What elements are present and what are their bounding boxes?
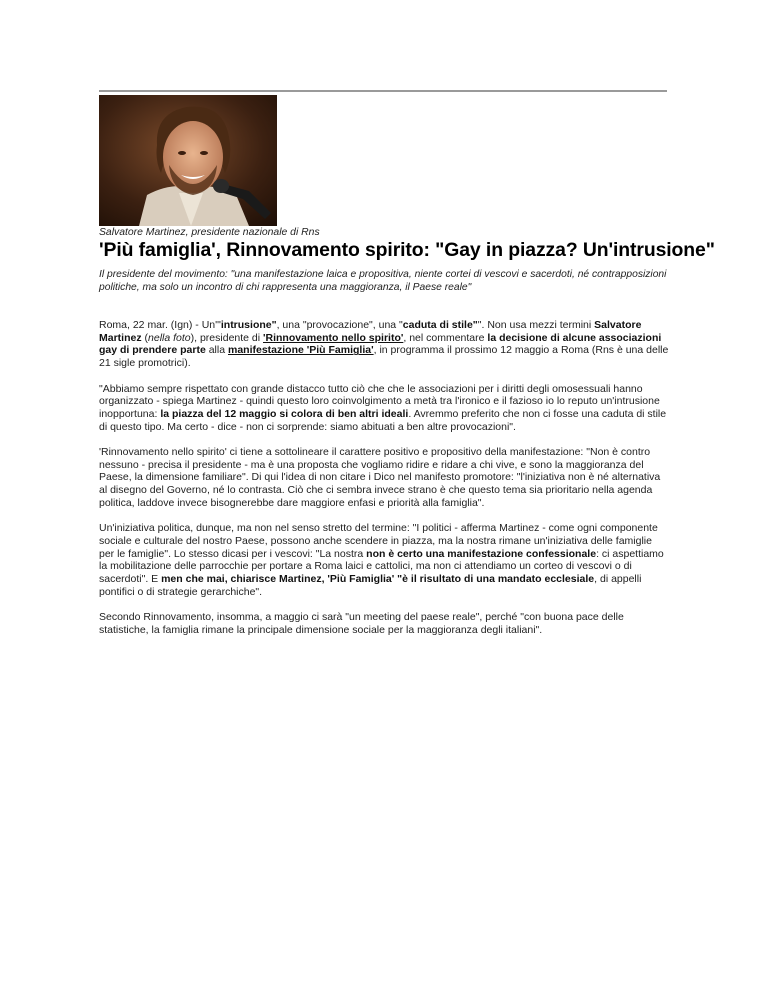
paragraph-5: Secondo Rinnovamento, insomma, a maggio ci sarà "un meeting del paese reale", perché "con buona pace delle statistiche, la famiglia rimane la principale dimensione sociale per la maggioranza degli italiani". [99,611,624,636]
text-run: : ci aspettiamo la mobilitazione delle parrocchie per portare a Roma laici e cattolici, ma non ci attendiamo un corteo di vescovi o di sacerdoti". E [99,547,664,586]
bold-run: intrusione" [220,319,277,331]
bold-run: men che mai, chiarisce Martinez, 'Più Famiglia' "è il risultato di una mandato ecclesiale [161,573,595,586]
link-rinnovamento-nello-spirito[interactable]: 'Rinnovamento nello spirito' [263,331,404,344]
top-divider [99,90,667,92]
text-run: ". Non usa mezzi termini [477,319,595,331]
text-run: , in programma il prossimo 12 maggio a Roma (Rns è una delle 21 sigle promotrici). [99,344,669,370]
bold-run: la piazza del 12 maggio si colora di ben altri ideali [160,407,409,420]
text-run: Un'iniziativa politica, dunque, ma non nel senso stretto del termine: "I politici - afferma Martinez - come ogni componente sociale e culturale del nostro Paese, possono anche scendere in piazza, ma la nostra rimane un'iniziativa delle famiglie per le famiglie". Lo stesso dicasi per i vescovi: "La nostra [99,522,658,560]
text-run: . Avremmo preferito che non ci fosse una caduta di stile di questo tipo. Ma certo - dice - non ci sorprende: siamo abituati a ben altre provocazioni". [99,407,667,433]
text-run: "Abbiamo sempre rispettato con grande distacco tutto ciò che che le associazioni per i diritti degli omosessuali hanno organizzato - spiega Martinez - quindi questo loro coinvolgimento a metà tra l'ironico e il fazioso io lo reputo un'intrusione inopportuna: [99,382,660,420]
text-run: , nel commentare [403,331,488,344]
paragraph-2 [99,383,669,434]
bold-run: caduta di stile" [402,319,478,331]
article-photo [99,95,277,226]
text-run: , di appelli pontifici o di strategie gerarchiche". [99,573,642,598]
photo-caption: Salvatore Martinez, presidente nazionale di Rns [99,227,320,238]
link-manifestazione-piu-famiglia[interactable]: manifestazione 'Più Famiglia' [227,344,374,357]
text-run: ( [141,331,149,344]
text-run: , una "provocazione", una " [276,319,403,331]
article-headline: 'Più famiglia', Rinnovamento spirito: "Gay in piazza? Un'intrusione" [99,239,715,261]
bold-run: non è certo una manifestazione confessionale [366,547,597,560]
paragraph-4 [99,522,669,598]
text-run: ), presidente di [190,331,264,344]
italic-run: nella foto [148,331,191,344]
paragraph-3: 'Rinnovamento nello spirito' ci tiene a sottolineare il carattere positivo e propositivo della manifestazione: "Non è contro nessuno - precisa il presidente - ma è una proposta che vogliamo ridire e ridare a chi vive, e sono la maggioranza del Paese, la dimensione familiare". Di qui l'idea di non citare i Dico nel manifesto promotore: "l'iniziativa non è né alternativa al disegno del Governo, né lo contrasta. Ciò che ci sembra invece strano è che questo tema sia prioritario nella agenda politica, laddove invece bisognerebbe dare maggiore enfasi e priorità alla famiglia". [99,446,661,509]
bold-run: la decisione di alcune associazioni gay di prendere parte [99,331,662,357]
article-body [99,319,669,649]
text-run: alla [205,344,228,357]
paragraph-1 [99,319,669,370]
bold-run: Salvatore Martinez [99,319,642,344]
text-run: Roma, 22 mar. (Ign) - Un'" [99,319,221,331]
article-subheadline: Il presidente del movimento: "una manifestazione laica e propositiva, niente cortei di vescovi e sacerdoti, né contrapposizioni politiche, ma solo un incontro di chi rappresenta una maggioranza, il Paese reale" [99,269,667,293]
